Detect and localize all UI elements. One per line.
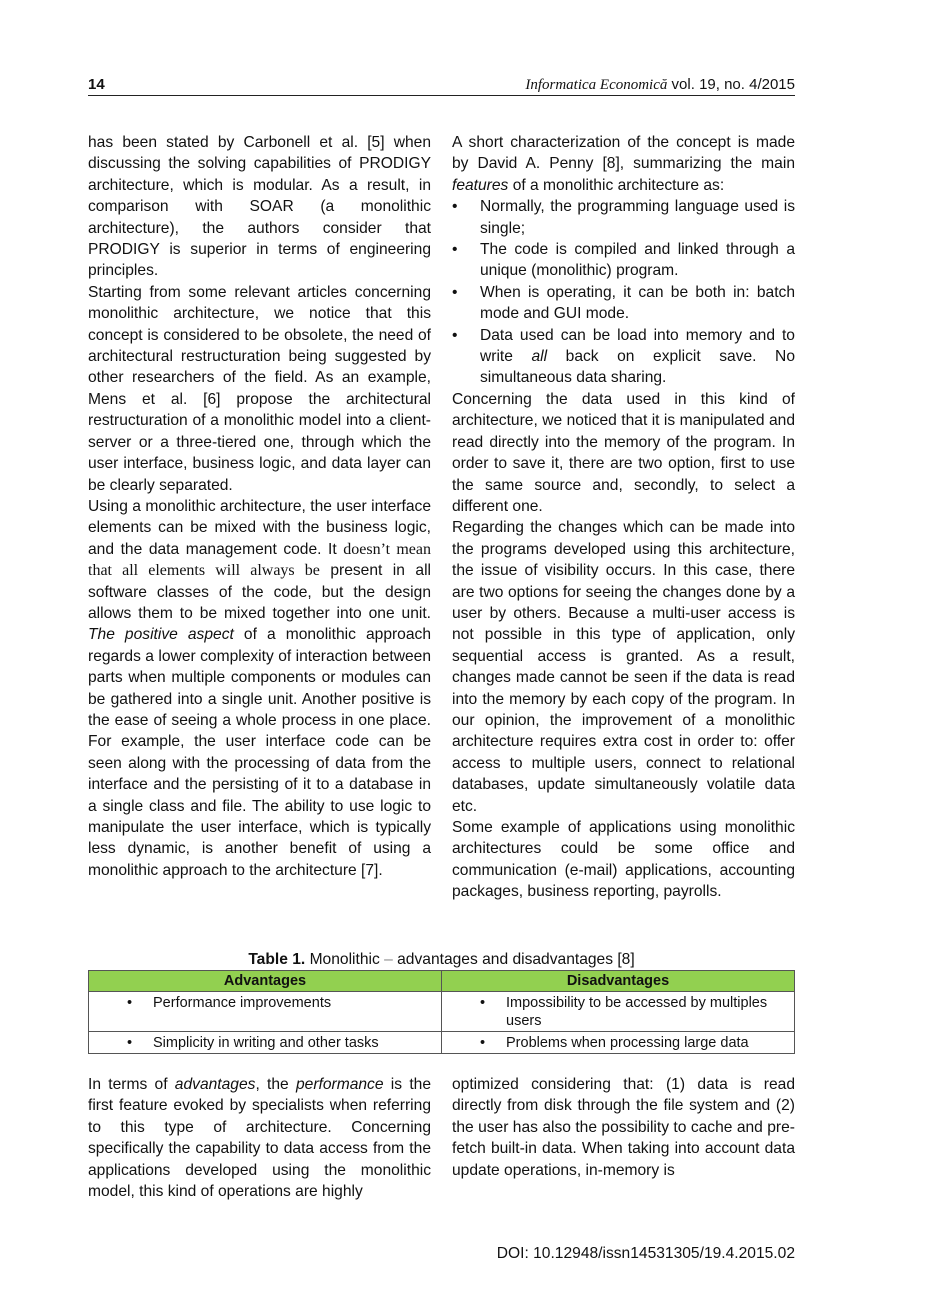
running-header: [525, 76, 795, 94]
cell-text: Performance improvements: [153, 995, 332, 1011]
bullet-icon: •: [480, 995, 486, 1011]
cell-text: Impossibility to be accessed by multiples users: [506, 995, 768, 1029]
list-item: • The code is compiled and linked through a unique (monolithic) program.: [452, 239, 795, 282]
text-run-serif: doesn’t mean that all elements will always be: [88, 540, 431, 580]
emphasis: all: [531, 348, 548, 366]
list-item: • When is operating, it can be both in: batch mode and GUI mode.: [452, 282, 795, 325]
text-run: of a monolithic architecture as:: [508, 176, 725, 194]
paragraph-changes: Regarding the changes which can be made into the programs developed using this architecture, the issue of visibility occurs. In this case, there are two options for seeing the changes done by a user by others. Because a multi-user access is not possible in this type of application, only sequential access is granted. As a result, changes made cannot be seen if the data is read into the memory by each copy of the program. In our opinion, the improvement of a monolithic architecture requires extra cost in order to: offer access to multiple users, connect to relational databases, update simultaneously volatile data etc.: [452, 519, 795, 815]
paragraph-data: Concerning the data used in this kind of architecture, we noticed that it is manipulated and read directly into the memory of the program. In order to save it, there are two option, first to use the same source and, secondly, to select a different one.: [452, 390, 795, 515]
text-run: In terms of: [88, 1076, 175, 1093]
paragraph-positive-aspect: [88, 496, 431, 881]
bullet-icon: •: [127, 995, 133, 1011]
text-run: of a monolithic approach regards a lower complexity of interaction between parts when multiple components or modules can be gathered into a single unit. Another positive is the ease of seeing a whole process in one place. For example, the user interface code can be seen along with the processing of data from the interface and the persisting of it to a database in a single class and file. The ability to use logic to manipulate the user interface, which is typically less dynamic, is another benefit of using a monolithic approach to the architecture [7].: [88, 626, 431, 879]
right-column: [452, 132, 795, 903]
table-header-row: [89, 971, 795, 992]
caption-label: Table 1.: [248, 951, 306, 968]
page-number: 14: [88, 76, 105, 93]
paragraph-examples: Some example of applications using monolithic architectures could be some office and communication (e-mail) applications, accounting packages, business reporting, payrolls.: [452, 819, 795, 901]
emphasis: advantages: [174, 1076, 256, 1093]
list-item: [452, 325, 795, 389]
header-rule: [88, 95, 795, 96]
doi-footer: DOI: 10.12948/issn14531305/19.4.2015.02: [496, 1245, 795, 1262]
cell-text: Problems when processing large data: [506, 1035, 749, 1051]
text-run: , the: [255, 1076, 296, 1093]
table-cell: [89, 992, 442, 1032]
caption-text: Monolithic: [305, 951, 385, 968]
text-run: Using a monolithic architecture, the user interface elements can be mixed with the business logic, and the data management code. It: [88, 497, 431, 558]
text-run: A short characterization of the concept is made by David A. Penny [8], summarizing the main: [452, 134, 795, 173]
caption-text: advantages and disadvantages [8]: [392, 951, 635, 968]
left-column: [88, 132, 431, 881]
table-row: [89, 992, 795, 1032]
text-run: is the first feature evoked by specialists when referring to this type of architecture. Concerning specifically the capability to data access from the applications developed using the monolithic model, this kind of operations are highly: [88, 1076, 431, 1201]
bottom-right-column: [452, 1074, 795, 1181]
paragraph-carbonell: has been stated by Carbonell et al. [5] when discussing the solving capabilities of PRODIGY architecture, which is modular. As a result, in comparison with SOAR (a monolithic architecture), the authors consider that PRODIGY is superior in terms of engineering principles.: [88, 134, 431, 280]
bullet-icon: •: [480, 1035, 486, 1051]
emphasis: performance: [295, 1076, 384, 1093]
journal-name: Informatica Economică: [525, 77, 668, 93]
bottom-left-column: [88, 1074, 431, 1202]
paragraph-optimized: optimized considering that: (1) data is read directly from disk through the file system and (2) the user has also the possibility to cache and pre-fetch built-in data. When taking into account data update operations, in-memory is: [452, 1076, 795, 1179]
table-cell: [442, 1032, 795, 1054]
header-advantages: Advantages: [89, 971, 442, 992]
cell-text: Simplicity in writing and other tasks: [153, 1035, 379, 1051]
header-disadvantages: Disadvantages: [442, 971, 795, 992]
emphasis: The positive aspect: [88, 626, 234, 644]
caption-dash: –: [384, 951, 393, 968]
paragraph-penny: [452, 132, 795, 196]
volume-info: vol. 19, no. 4/2015: [667, 76, 795, 93]
paragraph-performance: [88, 1074, 431, 1202]
text-run: present in all software classes of the code, but the design allows them to be mixed together into one unit.: [88, 562, 432, 622]
bullet-icon: •: [127, 1035, 133, 1051]
table-cell: [442, 992, 795, 1032]
list-item: • Normally, the programming language used is single;: [452, 196, 795, 239]
table-cell: [89, 1032, 442, 1054]
emphasis: features: [452, 176, 509, 194]
paragraph-obsolete: Starting from some relevant articles concerning monolithic architecture, we notice that this concept is considered to be obsolete, the need of architectural restructuration being suggested by other researchers of the field. As an example, Mens et al. [6] propose the architectural restructuration of a monolithic model into a client-server or a three-tiered one, through which the user interface, business logic, and data layer can be clearly separated.: [88, 283, 431, 494]
text-run: Data used can be load into memory and to write: [480, 326, 795, 366]
table-caption: [88, 949, 795, 970]
features-list: [452, 196, 795, 389]
table-row: [89, 1032, 795, 1054]
advantages-table: [88, 970, 795, 1054]
text-run: back on explicit save. No simultaneous data sharing.: [480, 348, 795, 387]
